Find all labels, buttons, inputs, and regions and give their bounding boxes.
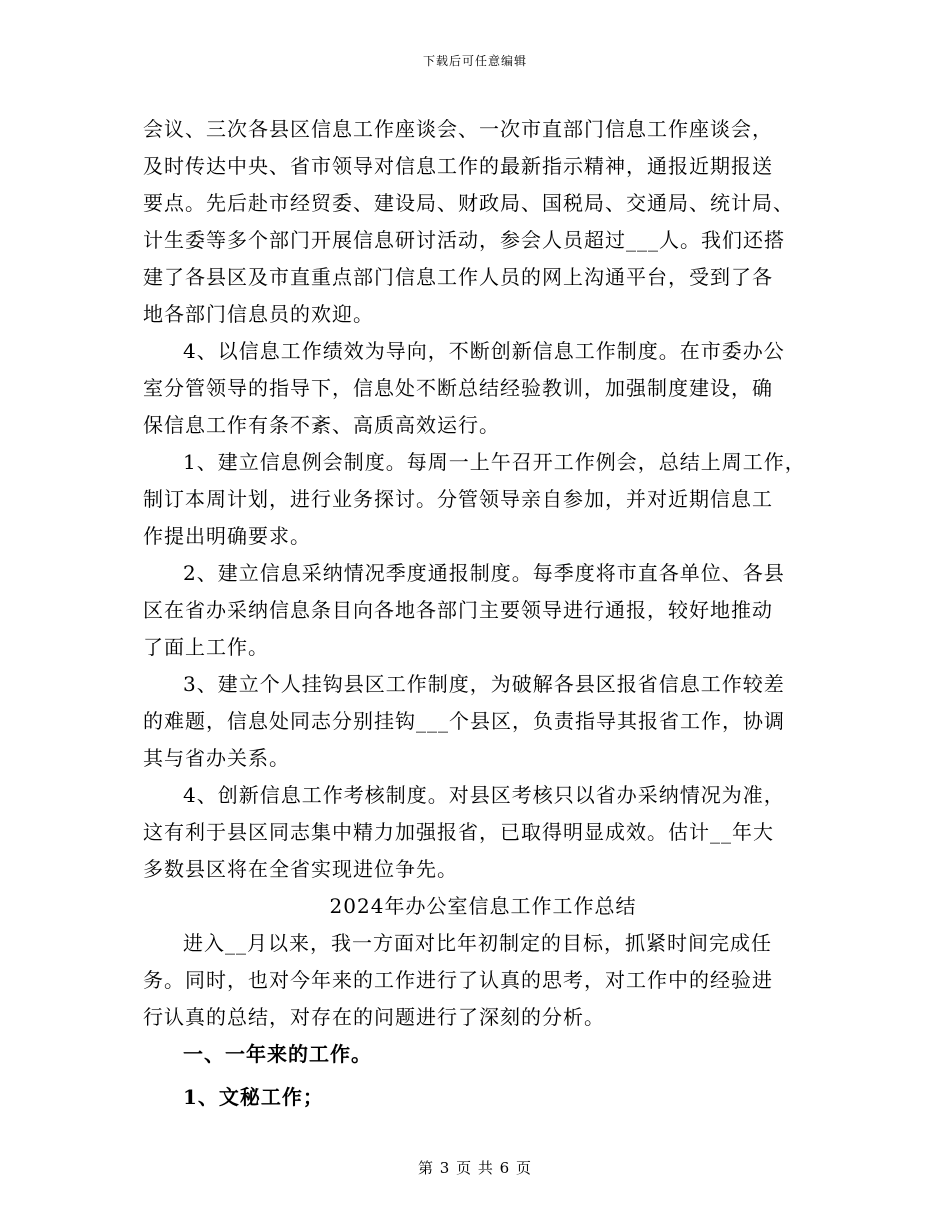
document-body: [143, 111, 823, 1116]
paragraph-item-2-quarterly-report: 2、建立信息采纳情况季度通报制度。每季度将市直各单位、各县 区在省办采纳信息条目向各地各部门主要领导进行通报，较好地推动 了面上工作。: [143, 561, 785, 659]
paragraph-item-1-weekly-meeting: 1、建立信息例会制度。每周一上午召开工作例会，总结上周工作， 制订本周计划，进行业务探讨。分管领导亲自参加，并对近期信息工 作提出明确要求。: [143, 450, 806, 548]
section-heading: 一、一年来的工作。: [183, 1042, 372, 1066]
paragraph-item-3-county-liaison: 3、建立个人挂钩县区工作制度，为破解各县区报省信息工作较差 的难题，信息处同志分别挂钩___个县区，负责指导其报省工作，协调 其与省办关系。: [143, 672, 785, 770]
page-number: 第 3 页 共 6 页: [418, 1159, 532, 1177]
paragraph-item-4-assessment: 4、创新信息工作考核制度。对县区考核只以省办采纳情况为准， 这有利于县区同志集中精力加强报省，已取得明显成效。估计__年大 多数县区将在全省实现进位争先。: [143, 783, 785, 881]
header-note: 下载后可任意编辑: [422, 54, 527, 68]
paragraph-intro: 进入__月以来，我一方面对比年初制定的目标，抓紧时间完成任 务。同时，也对今年来的工作进行了认真的思考，对工作中的经验进 行认真的总结，对存在的问题进行了深刻的分析。: [143, 931, 773, 1029]
paragraph-item-4-performance: 4、以信息工作绩效为导向，不断创新信息工作制度。在市委办公 室分管领导的指导下，信息处不断总结经验教训，加强制度建设，确 保信息工作有条不紊、高质高效运行。: [143, 339, 785, 437]
paragraph-meetings: 会议、三次各县区信息工作座谈会、一次市直部门信息工作座谈会， 及时传达中央、省市领导对信息工作的最新指示精神，通报近期报送 要点。先后赴市经贸委、建设局、财政局、国税局、交通局、统计局、 计生委等多个部门开展信息研讨活动，参会人员超过___人。我们还搭 建了各县区及市直重点部门信息工作人员的网上沟通平台，受到了各 地各部门信息员的欢迎。: [143, 117, 794, 326]
sub-heading: 1、文秘工作；: [183, 1085, 324, 1109]
document-title: 2024年办公室信息工作工作总结: [329, 894, 637, 918]
